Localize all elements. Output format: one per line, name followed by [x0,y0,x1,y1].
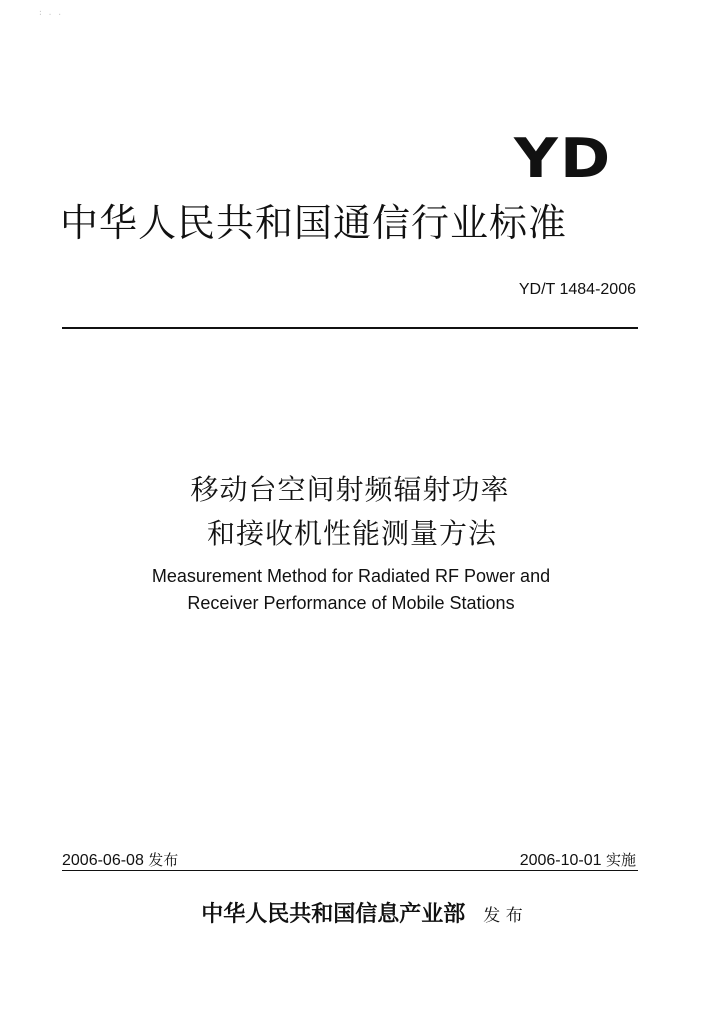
document-title-en-line1: Measurement Method for Radiated RF Power and [151,566,551,586]
implement-date-block [520,850,636,871]
document-title-en-line2: Receiver Performance of Mobile Stations [187,593,515,613]
yd-logo: YD [514,127,613,190]
standard-category-title: 中华人民共和国通信行业标准 [60,201,568,245]
issue-date: 2006-06-08 [62,852,144,869]
issue-date-block [62,850,178,871]
implement-date: 2006-10-01 [519,852,602,869]
document-title-cn-line2: 和接收机性能测量方法 [206,517,497,550]
standard-number: YD/T 1484-2006 [518,281,636,298]
issuer-block [0,900,724,930]
issue-label: 发布 [148,851,179,869]
implement-label: 实施 [605,851,636,869]
issuer-name: 中华人民共和国信息产业部 [201,901,466,927]
document-title-cn-line1: 移动台空间射频辐射功率 [190,473,510,506]
issuer-action: 发 布 [483,906,523,926]
bottom-divider [62,870,638,871]
top-divider [62,327,638,329]
scan-artifact: : . . [38,8,63,17]
